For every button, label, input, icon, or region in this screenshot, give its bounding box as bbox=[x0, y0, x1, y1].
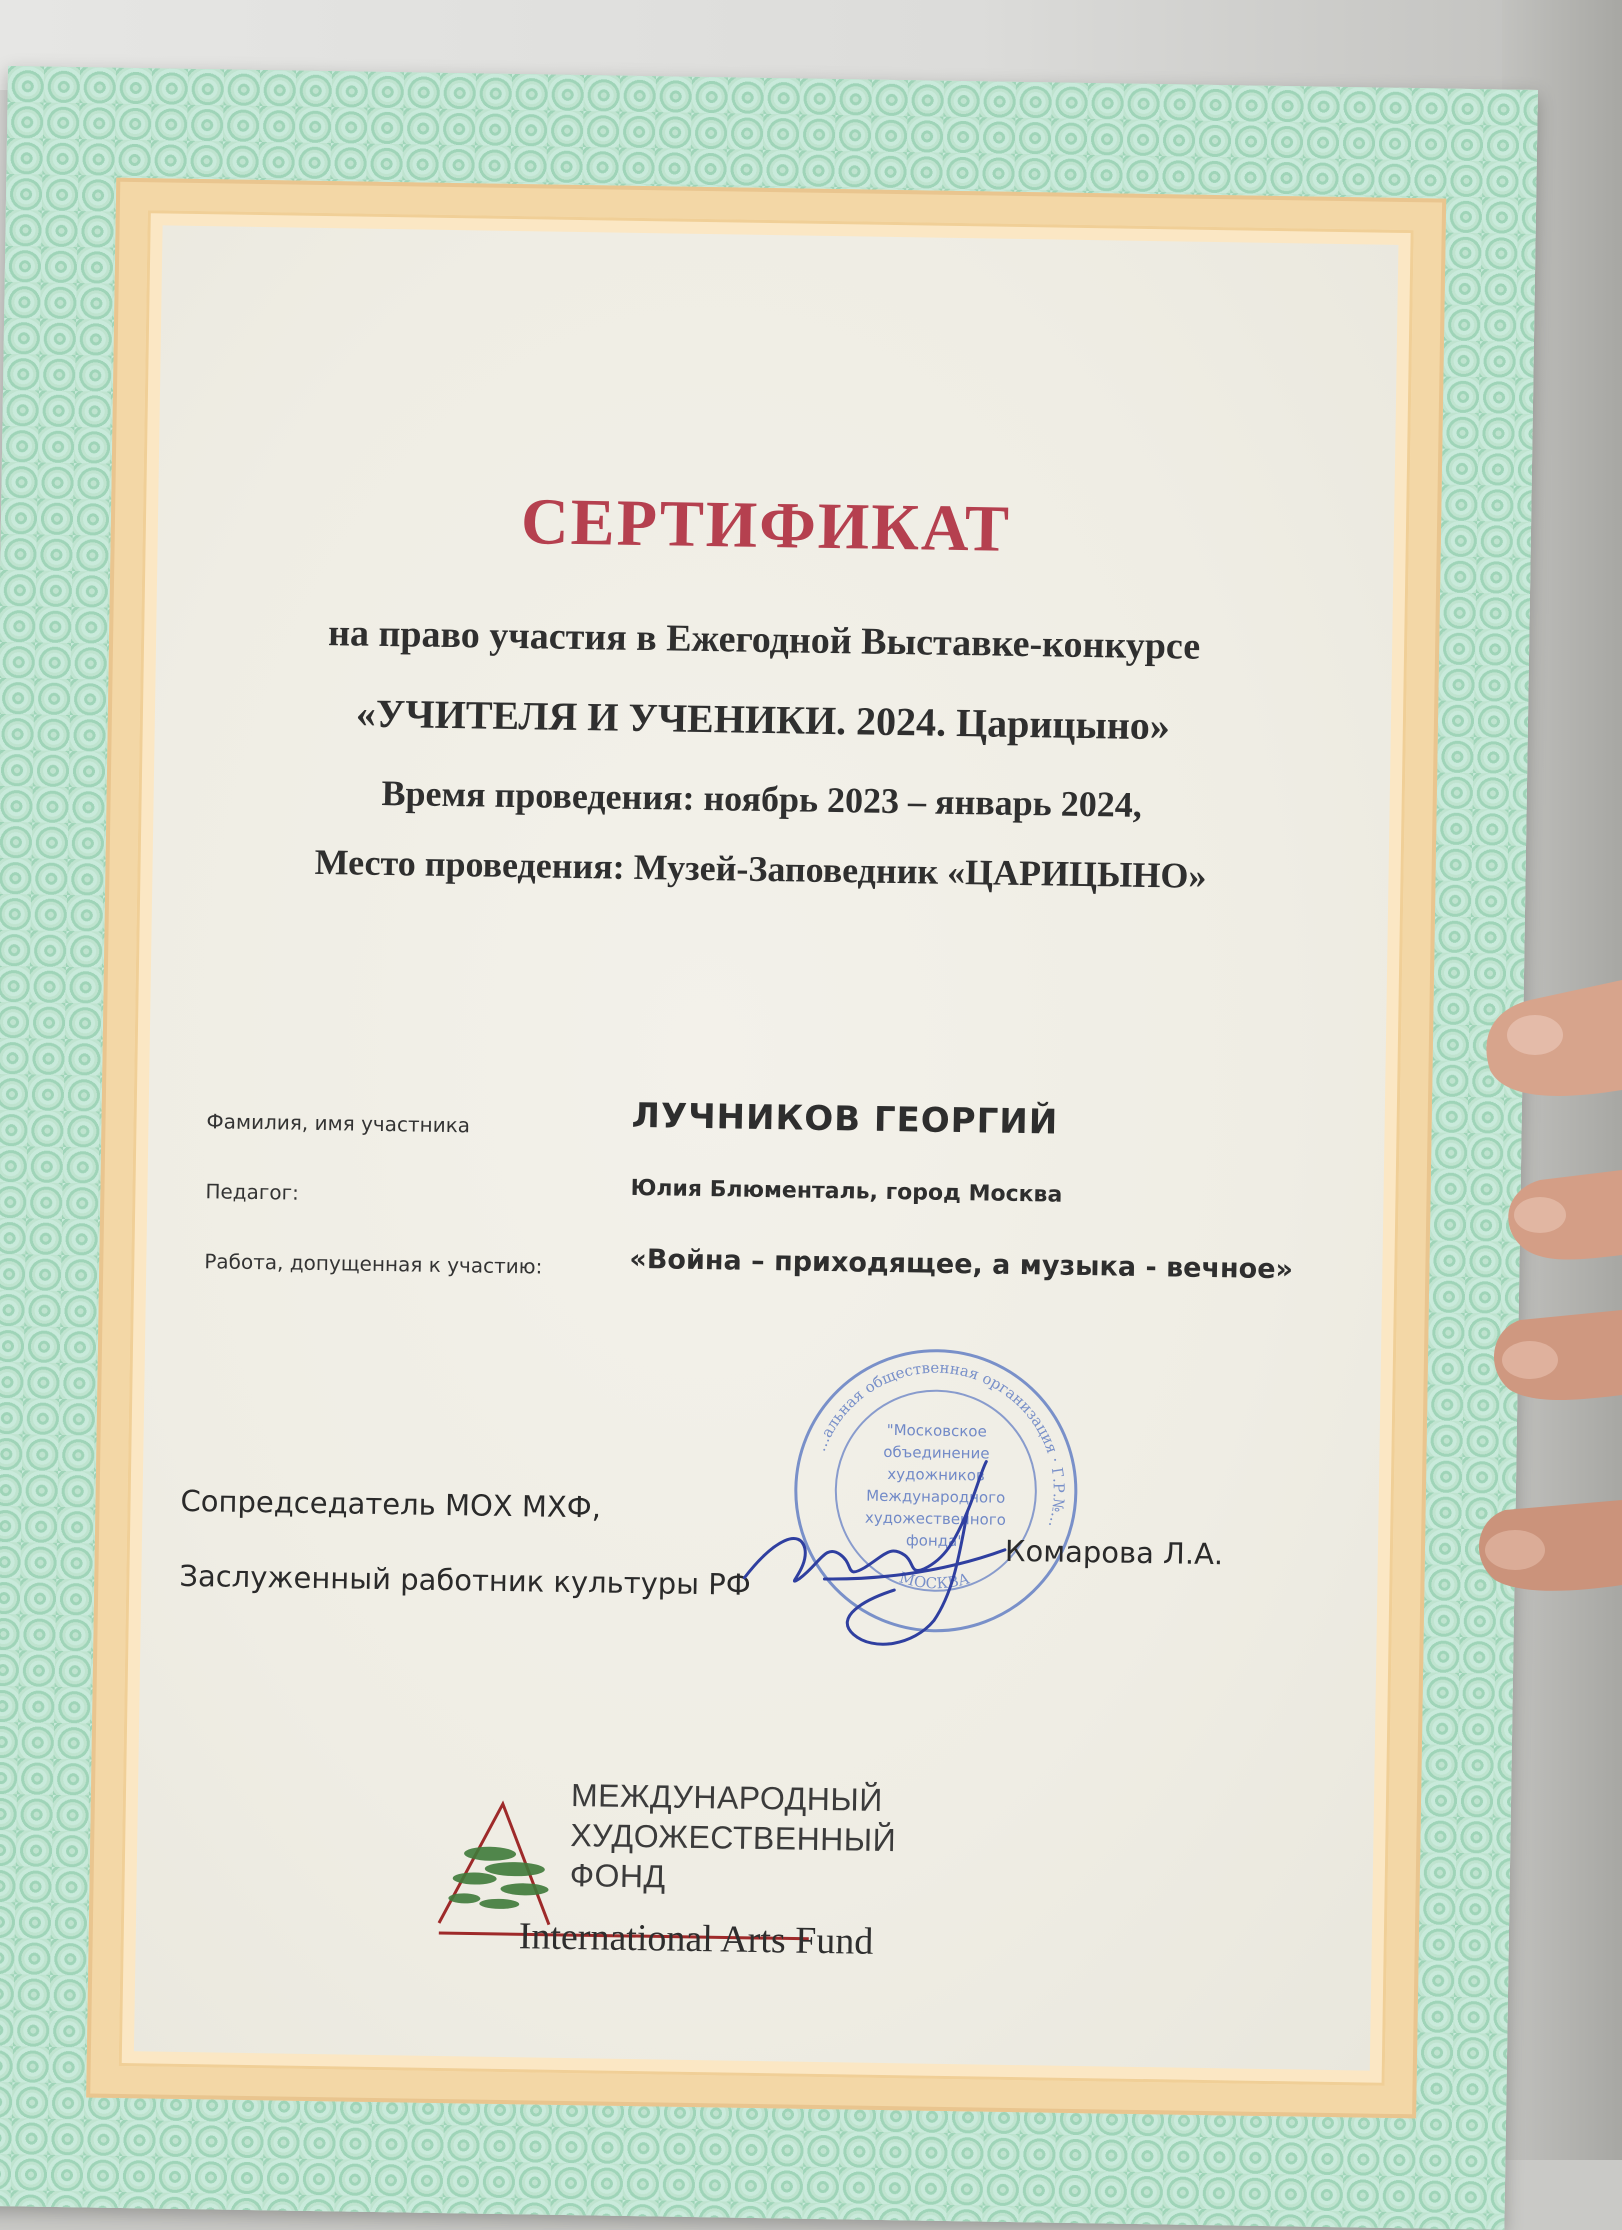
participant-name-value: ЛУЧНИКОВ ГЕОРГИЙ bbox=[631, 1095, 1059, 1143]
stamp-center-line: художественного bbox=[864, 1508, 1006, 1529]
stamp-center-line: фонда" bbox=[905, 1531, 965, 1551]
event-name: «УЧИТЕЛЯ И УЧЕНИКИ. 2024. Царицыно» bbox=[355, 690, 1171, 749]
logo-line1: МЕЖДУНАРОДНЫЙ bbox=[570, 1777, 884, 1818]
certificate-title: СЕРТИФИКАТ bbox=[520, 485, 1012, 566]
stamp-center-line: художников bbox=[887, 1464, 985, 1485]
work-value: «Война – приходящее, а музыка - вечное» bbox=[629, 1243, 1294, 1286]
certificate-sheet bbox=[0, 66, 1538, 2230]
teacher-label: Педагог: bbox=[205, 1179, 300, 1205]
stamp-center-line: объединение bbox=[883, 1442, 990, 1463]
event-time: Время проведения: ноябрь 2023 – январь 2024, bbox=[381, 772, 1143, 825]
stamp-center-line: "Московское bbox=[886, 1420, 987, 1441]
signatory-position-line2: Заслуженный работник культуры РФ bbox=[179, 1558, 752, 1602]
signatory-position-line1: Сопредседатель МОХ МХФ, bbox=[180, 1483, 602, 1525]
logo-line3: ФОНД bbox=[569, 1857, 667, 1895]
participant-name-label: Фамилия, имя участника bbox=[206, 1109, 471, 1138]
teacher-value: Юлия Блюменталь, город Москва bbox=[630, 1175, 1063, 1208]
certificate-content bbox=[0, 66, 1538, 2230]
stamp-center-line: Международного bbox=[866, 1486, 1006, 1507]
stamp-bottom-text: МОСКВА bbox=[897, 1568, 972, 1593]
stamp-ring-text: …альная общественная организация · Г.Р.№… bbox=[811, 1358, 1068, 1530]
event-place: Место проведения: Музей-Заповедник «ЦАРИЦЫНО» bbox=[314, 841, 1207, 896]
logo-line2: ХУДОЖЕСТВЕННЫЙ bbox=[570, 1817, 897, 1859]
logo-text-en: International Arts Fund bbox=[518, 1915, 874, 1963]
holding-hand bbox=[1420, 980, 1622, 1740]
work-label: Работа, допущенная к участию: bbox=[204, 1249, 543, 1279]
handwritten-signature bbox=[703, 1427, 1037, 1662]
certificate-subtitle: на право участия в Ежегодной Выставке-конкурсе bbox=[327, 612, 1201, 668]
signatory-name: Комарова Л.А. bbox=[1004, 1533, 1224, 1572]
logo-text-ru bbox=[569, 1775, 897, 1900]
